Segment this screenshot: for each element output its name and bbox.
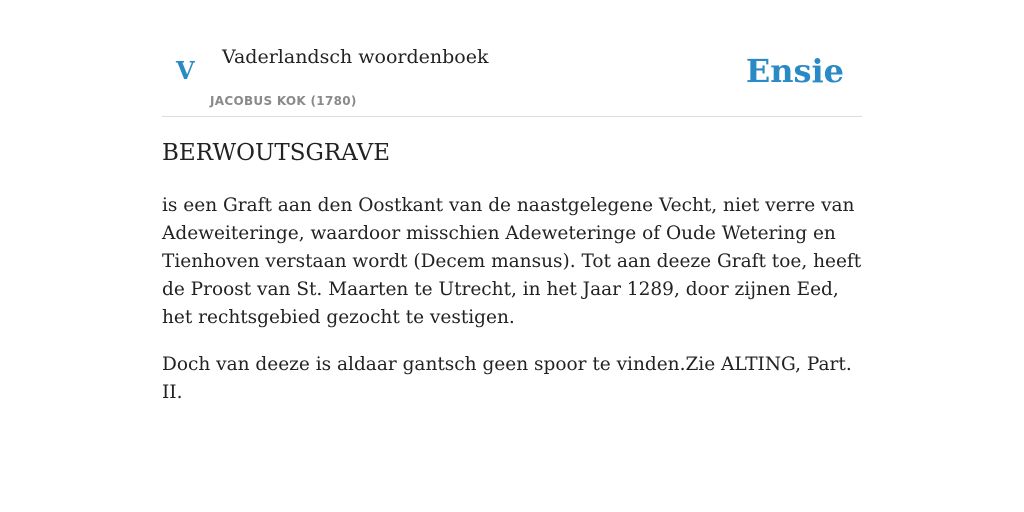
entry-title: BERWOUTSGRAVE	[162, 140, 391, 166]
book-author: JACOBUS KOK (1780)	[210, 94, 357, 108]
book-title[interactable]: Vaderlandsch woordenboek	[222, 46, 489, 68]
entry-body	[162, 192, 862, 426]
page-header	[162, 40, 862, 117]
entry-paragraph: Doch van deeze is aldaar gantsch geen spoor te vinden.Zie ALTING, Part. II.	[162, 354, 852, 403]
book-logo-letter[interactable]: V	[176, 56, 195, 85]
entry-paragraph: is een Graft aan den Oostkant van de naastgelegene Vecht, niet verre van Adeweiteringe, waardoor misschien Adeweteringe of Oude Wetering en Tienhoven verstaan wordt (Decem mansus). Tot aan deeze Graft toe, heeft de Proost van St. Maarten te Utrecht, in het Jaar 1289, door zijnen Eed, het rechtsgebied gezocht te vestigen.	[162, 195, 862, 328]
ensie-logo-link[interactable]: Ensie	[745, 52, 844, 90]
